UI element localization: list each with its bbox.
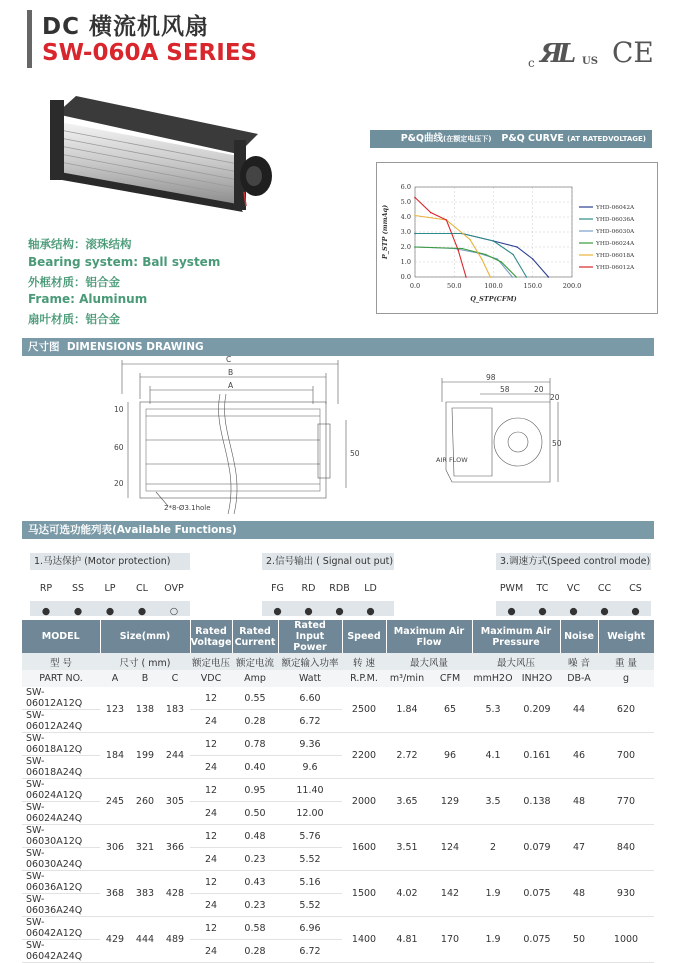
func-col: LD — [364, 583, 377, 594]
power-cell: 5.52 — [278, 848, 342, 871]
power-cell: 9.6 — [278, 756, 342, 779]
function-group-head: 2.信号输出 ( Signal out put) — [262, 553, 394, 570]
power-cell: 5.76 — [278, 825, 342, 848]
y-tick-label: 6.0 — [400, 183, 411, 191]
part-number-cell: SW-06018A24Q — [22, 756, 100, 779]
th-cn: 转 速 — [342, 653, 386, 670]
pressure-mmh2o-cell: 3.5 — [472, 779, 514, 825]
spec-bearing-en: Bearing system: Ball system — [28, 255, 221, 269]
current-cell: 0.48 — [232, 825, 278, 848]
th-speed: Speed — [342, 620, 386, 653]
power-cell: 9.36 — [278, 733, 342, 756]
x-tick-label: 200.0 — [562, 282, 582, 290]
th-current: Rated Current — [232, 620, 278, 653]
pq-chart — [377, 163, 657, 313]
noise-cell: 47 — [560, 825, 598, 871]
series-point — [501, 261, 503, 263]
th-cn: 最大风量 — [386, 653, 472, 670]
speed-cell: 2500 — [342, 687, 386, 733]
series-point — [490, 276, 492, 278]
function-group-motor — [30, 553, 190, 616]
func-mark: ● — [73, 606, 83, 617]
part-number-cell: SW-06012A24Q — [22, 710, 100, 733]
cert-c-text: c — [528, 56, 535, 70]
dim-a: A — [228, 381, 234, 390]
series-point — [469, 239, 471, 241]
th-unit: VDC — [190, 670, 232, 687]
th-unit: R.P.M. — [342, 670, 386, 687]
part-number-cell: SW-06036A24Q — [22, 894, 100, 917]
y-axis-label: P_STP (mmAq) — [381, 204, 389, 260]
pq-title-cn-small: (在额定电压下) — [443, 135, 492, 143]
pq-title-en-small: (AT RATEDVOLTAGE) — [567, 135, 646, 143]
th-unit: C — [160, 670, 190, 687]
th-unit: INH2O — [514, 670, 560, 687]
function-group-head: 1.马达保护 (Motor protection) — [30, 553, 190, 570]
table-row — [22, 687, 654, 710]
voltage-cell: 12 — [190, 917, 232, 940]
voltage-cell: 24 — [190, 756, 232, 779]
current-cell: 0.78 — [232, 733, 278, 756]
func-mark: ● — [41, 606, 51, 617]
th-cn: 额定电压 — [190, 653, 232, 670]
func-mark: ● — [273, 606, 282, 617]
pq-chart-frame — [376, 162, 658, 314]
table-row — [22, 779, 654, 802]
weight-cell: 700 — [598, 733, 654, 779]
series-point — [532, 258, 534, 260]
size-c-cell: 366 — [160, 825, 190, 871]
fan-product-image — [48, 94, 278, 214]
th-cn: 尺寸 ( mm) — [100, 653, 190, 670]
part-number-cell: SW-06012A12Q — [22, 687, 100, 710]
ce-mark-text: CE — [612, 36, 654, 69]
pressure-inh2o-cell: 0.075 — [514, 871, 560, 917]
th-unit: Amp — [232, 670, 278, 687]
series-line — [415, 234, 548, 278]
size-a-cell: 184 — [100, 733, 130, 779]
size-c-cell: 428 — [160, 871, 190, 917]
series-point — [414, 197, 416, 199]
speed-cell: 1600 — [342, 825, 386, 871]
func-col: VC — [566, 583, 581, 594]
dim-20-side: 20 — [534, 385, 544, 394]
pressure-mmh2o-cell: 1.9 — [472, 917, 514, 963]
airflow-m3-cell: 3.51 — [386, 825, 428, 871]
legend-entry: YHD-06042A — [596, 205, 635, 211]
th-cn: 型 号 — [22, 653, 100, 670]
series-point — [465, 276, 467, 278]
pq-curve-header — [370, 130, 652, 148]
power-cell: 11.40 — [278, 779, 342, 802]
size-a-cell: 429 — [100, 917, 130, 963]
series-point — [446, 219, 448, 221]
airflow-cfm-cell: 65 — [428, 687, 472, 733]
part-number-cell: SW-06018A12Q — [22, 733, 100, 756]
current-cell: 0.95 — [232, 779, 278, 802]
dim-50-side: 50 — [552, 439, 562, 448]
func-mark: ● — [304, 606, 313, 617]
th-cn: 额定输入功率 — [278, 653, 342, 670]
power-cell: 6.96 — [278, 917, 342, 940]
y-tick-label: 1.0 — [400, 258, 411, 266]
size-c-cell: 183 — [160, 687, 190, 733]
func-col: RDB — [329, 583, 350, 594]
size-a-cell: 245 — [100, 779, 130, 825]
series-point — [493, 240, 495, 242]
series-point — [414, 246, 416, 248]
size-b-cell: 260 — [130, 779, 160, 825]
speed-cell: 2200 — [342, 733, 386, 779]
series-rest: 060A SERIES — [92, 40, 258, 66]
func-col: TC — [536, 583, 549, 594]
size-b-cell: 321 — [130, 825, 160, 871]
power-cell: 6.60 — [278, 687, 342, 710]
series-line — [415, 216, 490, 278]
pressure-inh2o-cell: 0.209 — [514, 687, 560, 733]
th-unit: PART NO. — [22, 670, 100, 687]
current-cell: 0.23 — [232, 894, 278, 917]
table-row — [22, 871, 654, 894]
airflow-cfm-cell: 129 — [428, 779, 472, 825]
part-number-cell: SW-06030A24Q — [22, 848, 100, 871]
dimensions-title-cn: 尺寸图 — [28, 341, 60, 353]
func-col: OVP — [164, 583, 184, 594]
voltage-cell: 24 — [190, 894, 232, 917]
y-tick-label: 3.0 — [400, 228, 411, 236]
airflow-m3-cell: 3.65 — [386, 779, 428, 825]
size-b-cell: 199 — [130, 733, 160, 779]
size-c-cell: 244 — [160, 733, 190, 779]
dim-hole-note: 2*8-Ø3.1hole — [164, 504, 211, 512]
size-b-cell: 444 — [130, 917, 160, 963]
func-mark: ● — [366, 606, 375, 617]
functions-header: 马达可选功能列表(Available Functions) — [22, 521, 654, 539]
series-title — [42, 40, 257, 66]
airflow-cfm-cell: 124 — [428, 825, 472, 871]
table-header-units — [22, 670, 654, 687]
airflow-m3-cell: 4.02 — [386, 871, 428, 917]
pressure-inh2o-cell: 0.138 — [514, 779, 560, 825]
func-mark: ● — [569, 606, 578, 617]
noise-cell: 46 — [560, 733, 598, 779]
y-tick-label: 5.0 — [400, 198, 411, 206]
th-noise: Noise — [560, 620, 598, 653]
pressure-inh2o-cell: 0.079 — [514, 825, 560, 871]
power-cell: 5.16 — [278, 871, 342, 894]
dim-50: 50 — [350, 449, 360, 458]
func-col: CL — [136, 583, 148, 594]
th-model: MODEL — [22, 620, 100, 653]
title-accent-bar — [27, 10, 32, 68]
dim-60: 60 — [114, 443, 124, 452]
part-number-cell: SW-06030A12Q — [22, 825, 100, 848]
part-number-cell: SW-06024A12Q — [22, 779, 100, 802]
airflow-m3-cell: 2.72 — [386, 733, 428, 779]
func-mark: ● — [538, 606, 547, 617]
function-group-speed — [496, 553, 651, 616]
series-line — [415, 198, 466, 278]
series-point — [485, 254, 487, 256]
table-row — [22, 733, 654, 756]
spec-blade-cn: 扇叶材质：铝合金 — [28, 312, 120, 326]
size-b-cell: 383 — [130, 871, 160, 917]
pressure-mmh2o-cell: 2 — [472, 825, 514, 871]
voltage-cell: 12 — [190, 779, 232, 802]
th-weight: Weight — [598, 620, 654, 653]
spec-frame-en: Frame: Aluminum — [28, 292, 148, 306]
size-b-cell: 138 — [130, 687, 160, 733]
dim-20: 20 — [114, 479, 124, 488]
y-tick-label: 0.0 — [400, 273, 411, 281]
series-prefix: SW- — [42, 40, 93, 66]
table-header-cn — [22, 653, 654, 670]
th-unit: DB-A — [560, 670, 598, 687]
x-tick-label: 100.0 — [484, 282, 503, 290]
pq-title-cn: P&Q曲线 — [400, 133, 444, 144]
weight-cell: 1000 — [598, 917, 654, 963]
th-size: Size(mm) — [100, 620, 190, 653]
noise-cell: 50 — [560, 917, 598, 963]
part-number-cell: SW-06036A12Q — [22, 871, 100, 894]
func-mark: ● — [137, 606, 147, 617]
func-mark: ● — [507, 606, 516, 617]
voltage-cell: 12 — [190, 871, 232, 894]
spec-table — [22, 620, 654, 963]
page-title: DC 横流机风扇 — [42, 14, 209, 40]
legend-entry: YHD-06036A — [596, 217, 635, 223]
th-cn: 重 量 — [598, 653, 654, 670]
th-unit: Watt — [278, 670, 342, 687]
table-row — [22, 917, 654, 940]
func-col: RP — [39, 583, 53, 594]
pressure-mmh2o-cell: 1.9 — [472, 871, 514, 917]
dim-10: 10 — [114, 405, 124, 414]
pressure-inh2o-cell: 0.161 — [514, 733, 560, 779]
pressure-mmh2o-cell: 5.3 — [472, 687, 514, 733]
pressure-inh2o-cell: 0.075 — [514, 917, 560, 963]
dim-58: 58 — [500, 385, 510, 394]
noise-cell: 44 — [560, 687, 598, 733]
dim-c: C — [226, 355, 232, 364]
airflow-cfm-cell: 170 — [428, 917, 472, 963]
func-col: CC — [597, 583, 612, 594]
series-point — [526, 276, 528, 278]
airflow-label: AIR FLOW — [436, 456, 468, 464]
func-mark: ● — [631, 606, 640, 617]
legend-entry: YHD-06012A — [596, 265, 635, 271]
noise-cell: 48 — [560, 871, 598, 917]
airflow-m3-cell: 4.81 — [386, 917, 428, 963]
power-cell: 5.52 — [278, 894, 342, 917]
series-point — [457, 249, 459, 251]
speed-cell: 1500 — [342, 871, 386, 917]
pressure-mmh2o-cell: 4.1 — [472, 733, 514, 779]
side-dimension-drawing — [432, 372, 562, 496]
th-cn: 最大风压 — [472, 653, 560, 670]
part-number-cell: SW-06042A12Q — [22, 917, 100, 940]
size-c-cell: 489 — [160, 917, 190, 963]
speed-cell: 2000 — [342, 779, 386, 825]
spec-frame-cn: 外框材质：铝合金 — [28, 275, 120, 289]
power-cell: 6.72 — [278, 710, 342, 733]
current-cell: 0.23 — [232, 848, 278, 871]
noise-cell: 48 — [560, 779, 598, 825]
airflow-cfm-cell: 96 — [428, 733, 472, 779]
voltage-cell: 24 — [190, 710, 232, 733]
legend-entry: YHD-06030A — [596, 229, 635, 235]
pq-title-en: P&Q CURVE — [501, 133, 564, 144]
func-mark: ● — [600, 606, 609, 617]
x-tick-label: 150.0 — [523, 282, 543, 290]
current-cell: 0.28 — [232, 710, 278, 733]
svg-text:Я: Я — [540, 39, 563, 68]
current-cell: 0.58 — [232, 917, 278, 940]
cert-us-text: US — [582, 56, 598, 67]
series-point — [414, 215, 416, 217]
dim-98: 98 — [486, 373, 496, 382]
th-pressure: Maximum Air Pressure — [472, 620, 560, 653]
current-cell: 0.40 — [232, 756, 278, 779]
func-col: PWM — [499, 583, 524, 594]
voltage-cell: 12 — [190, 687, 232, 710]
legend-entry: YHD-06024A — [596, 241, 635, 247]
dim-b: B — [228, 368, 234, 377]
voltage-cell: 12 — [190, 733, 232, 756]
th-unit: B — [130, 670, 160, 687]
th-cn: 额定电流 — [232, 653, 278, 670]
front-dimension-drawing — [100, 354, 370, 514]
y-tick-label: 4.0 — [400, 213, 411, 221]
th-airflow: Maximum Air Flow — [386, 620, 472, 653]
weight-cell: 840 — [598, 825, 654, 871]
series-point — [430, 212, 432, 214]
func-col: LP — [104, 583, 116, 594]
voltage-cell: 12 — [190, 825, 232, 848]
voltage-cell: 24 — [190, 802, 232, 825]
y-tick-label: 2.0 — [400, 243, 411, 251]
th-power: Rated Input Power — [278, 620, 342, 653]
th-unit: CFM — [428, 670, 472, 687]
current-cell: 0.55 — [232, 687, 278, 710]
size-a-cell: 123 — [100, 687, 130, 733]
th-voltage: Rated Voltage — [190, 620, 232, 653]
th-unit: A — [100, 670, 130, 687]
voltage-cell: 24 — [190, 848, 232, 871]
func-col: SS — [71, 583, 85, 594]
series-point — [548, 276, 550, 278]
weight-cell: 770 — [598, 779, 654, 825]
table-header-en — [22, 620, 654, 653]
size-a-cell: 368 — [100, 871, 130, 917]
dim-20-side-b: 20 — [550, 393, 560, 402]
series-point — [461, 248, 463, 250]
func-col: RD — [301, 583, 316, 594]
airflow-cfm-cell: 142 — [428, 871, 472, 917]
th-cn: 噪 音 — [560, 653, 598, 670]
series-point — [481, 258, 483, 260]
series-point — [512, 276, 514, 278]
legend-entry: YHD-06018A — [596, 253, 635, 259]
part-number-cell: SW-06042A24Q — [22, 940, 100, 963]
speed-cell: 1400 — [342, 917, 386, 963]
current-cell: 0.43 — [232, 871, 278, 894]
size-c-cell: 305 — [160, 779, 190, 825]
weight-cell: 930 — [598, 871, 654, 917]
power-cell: 12.00 — [278, 802, 342, 825]
current-cell: 0.50 — [232, 802, 278, 825]
x-tick-label: 50.0 — [447, 282, 462, 290]
weight-cell: 620 — [598, 687, 654, 733]
series-point — [512, 254, 514, 256]
size-a-cell: 306 — [100, 825, 130, 871]
ul-logo-icon — [538, 38, 582, 68]
th-unit: g — [598, 670, 654, 687]
voltage-cell: 24 — [190, 940, 232, 963]
svg-text:L: L — [558, 39, 577, 68]
function-group-signal — [262, 553, 394, 616]
spec-bearing-cn: 轴承结构：滚珠结构 — [28, 237, 132, 251]
x-tick-label: 0.0 — [409, 282, 421, 290]
airflow-m3-cell: 1.84 — [386, 687, 428, 733]
power-cell: 6.72 — [278, 940, 342, 963]
func-mark: ○ — [169, 606, 179, 617]
func-mark: ● — [335, 606, 344, 617]
func-mark: ● — [105, 606, 115, 617]
series-point — [414, 233, 416, 235]
current-cell: 0.28 — [232, 940, 278, 963]
series-point — [515, 276, 517, 278]
func-col: CS — [629, 583, 642, 594]
th-unit: mmH2O — [472, 670, 514, 687]
function-group-head: 3.调速方式(Speed control mode) — [496, 553, 651, 570]
series-point — [516, 246, 518, 248]
th-unit: m³/min — [386, 670, 428, 687]
part-number-cell: SW-06024A24Q — [22, 802, 100, 825]
x-axis-label: Q_STP(CFM) — [470, 295, 517, 303]
table-row — [22, 825, 654, 848]
func-col: FG — [271, 583, 284, 594]
dimensions-title-en: DIMENSIONS DRAWING — [66, 341, 204, 353]
